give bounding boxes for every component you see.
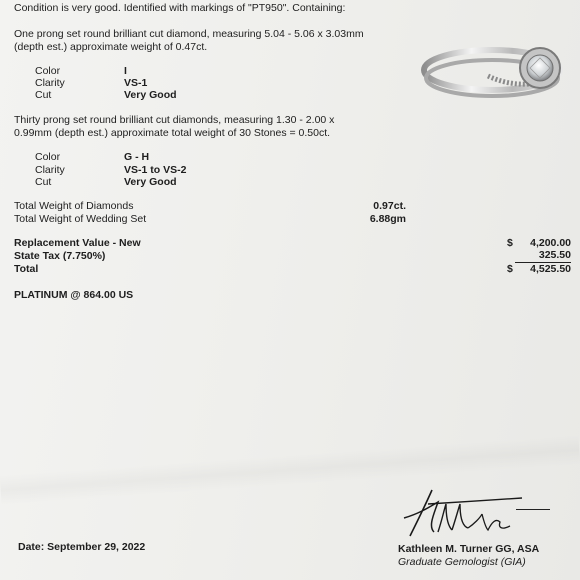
state-tax-label: State Tax (7.750%) <box>14 250 106 262</box>
center-color-label: Color <box>35 65 61 77</box>
total-set-weight-label: Total Weight of Wedding Set <box>14 213 147 225</box>
total-label: Total <box>14 263 39 275</box>
gemologist-name: Kathleen M. Turner GG, ASA <box>398 543 540 555</box>
side-stones-line-2: 0.99mm (depth est.) approximate total weight of 30 Stones = 0.50ct. <box>14 127 331 139</box>
replacement-amount: 4,200.00 <box>530 237 571 249</box>
side-cut-label: Cut <box>35 176 52 188</box>
center-clarity-value: VS-1 <box>124 77 148 89</box>
state-tax-amount: 325.50 <box>515 250 571 263</box>
metal-price: PLATINUM @ 864.00 US <box>14 289 134 301</box>
handwritten-signature <box>398 484 528 542</box>
appraisal-date: Date: September 29, 2022 <box>18 541 146 553</box>
side-color-label: Color <box>35 151 61 163</box>
replacement-currency: $ <box>507 237 513 249</box>
ring-image <box>418 36 578 104</box>
center-stone-line-1: One prong set round brilliant cut diamond, measuring 5.04 - 5.06 x 3.03mm <box>14 28 364 40</box>
side-clarity-label: Clarity <box>35 164 65 176</box>
total-diamond-weight-value: 0.97ct. <box>373 200 406 212</box>
center-clarity-label: Clarity <box>35 77 65 89</box>
center-stone-line-2: (depth est.) approximate weight of 0.47ct. <box>14 41 208 53</box>
total-diamond-weight-label: Total Weight of Diamonds <box>14 200 134 212</box>
signature-line <box>516 509 550 510</box>
center-cut-value: Very Good <box>124 89 177 101</box>
center-cut-label: Cut <box>35 89 52 101</box>
total-amount: 4,525.50 <box>530 263 571 275</box>
center-color-value: I <box>124 65 127 77</box>
replacement-value-label: Replacement Value - New <box>14 237 141 249</box>
total-set-weight-value: 6.88gm <box>369 213 406 225</box>
intro-line: Condition is very good. Identified with markings of "PT950". Containing: <box>14 2 346 14</box>
gemologist-title: Graduate Gemologist (GIA) <box>398 556 526 568</box>
side-cut-value: Very Good <box>124 176 177 188</box>
side-clarity-value: VS-1 to VS-2 <box>124 164 187 176</box>
total-currency: $ <box>507 263 513 275</box>
side-color-value: G - H <box>124 151 150 163</box>
side-stones-line-1: Thirty prong set round brilliant cut diamonds, measuring 1.30 - 2.00 x <box>14 114 335 126</box>
